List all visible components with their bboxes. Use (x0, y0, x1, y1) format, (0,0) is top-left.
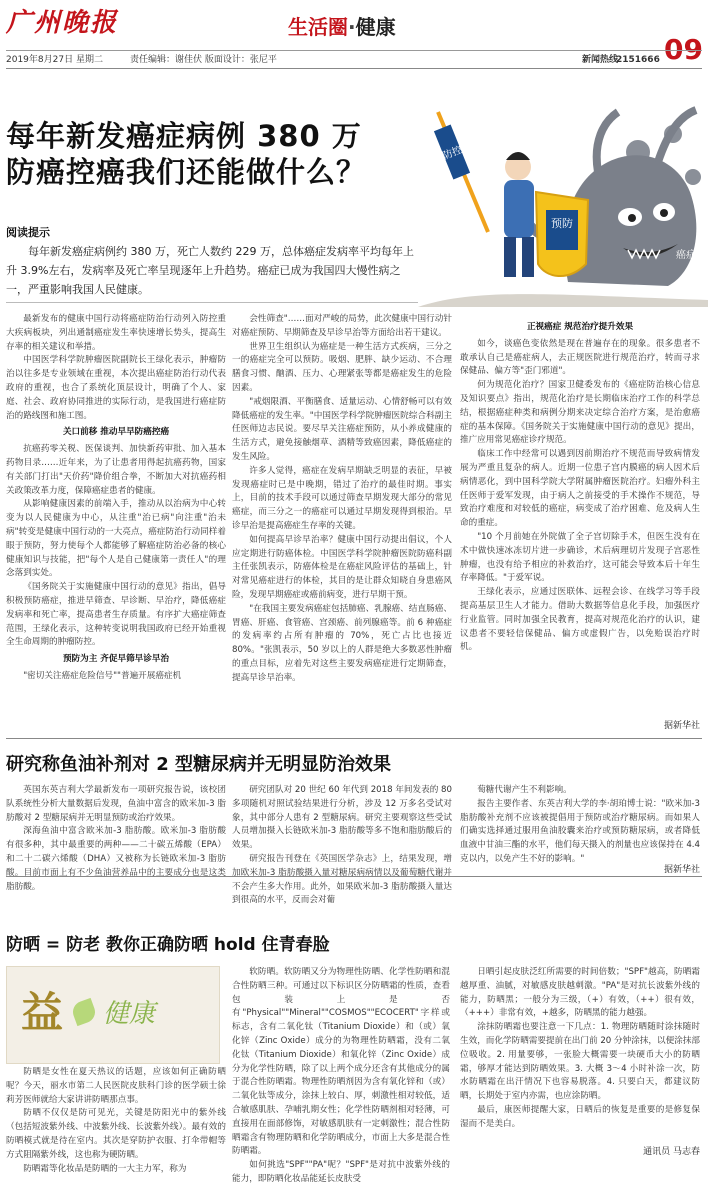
section-title (288, 12, 448, 42)
paragraph: "在我国主要发病癌症包括肺癌、乳腺癌、结直肠癌、胃癌、肝癌、食管癌、宫颈癌、前列腺癌等。前 6 种癌症的发病率约占所有肿瘤的 70%，死亡占比也接近 80%。"张凯表示，50 岁以上的人群是绝大多数恶性肿瘤的重点目标，应着先对这些主要发病癌症进行定期筛查，提高早诊早治率。 (232, 603, 452, 683)
paragraph: 研究团队对 20 世纪 60 年代到 2018 年间发表的 80 多项随机对照试验结果进行分析，涉及 12 万多名受试对象，其中部分人患有 2 型糖尿病。研究主要观察这些受试人员增加摄入长链欧米加-3 脂肪酸等多不饱和脂肪酸后的效果。 (232, 785, 452, 851)
paragraph: 日晒引起皮肤泛红所需要的时间倍数；"SPF"越高，防晒霜越厚重、油腻，对敏感皮肤越刺激。"PA"是对抗长波紫外线的能力，防晒黑；一般分为三级，（+）有效，（++）很有效，（+++）非常有效，+越多，防晒黑的能力越强。 (460, 967, 700, 1019)
article2-col3 (460, 784, 700, 864)
paragraph: 王绿化表示，应通过医联体、远程会诊、在线学习等手段提高基层卫生人才能力。借助大数据等信息化手段，加强医疗行业监管。同时加强全民教育，提高对规范化治疗的认识，建议患者不要轻信保健品、偏方或虚假广告，以免贻误治疗时机。 (460, 587, 700, 653)
header-rule (6, 50, 702, 51)
paragraph: 萄糖代谢产生不利影响。 (477, 785, 572, 795)
paragraph: 防晒霜等化妆品是防晒的一大主力军，称为 (23, 1163, 187, 1174)
article3-title: 防晒 = 防老 教你正确防晒 hold 住青春脸 (6, 935, 330, 955)
logo-char: 益 (21, 988, 64, 1037)
paragraph: 最后，康医师提醒大家，日晒后的恢复是重要的是修复保湿而不是美白。 (460, 1104, 700, 1129)
article1-col1 (6, 313, 226, 733)
main-headline (6, 118, 426, 190)
date-line: 2019年8月27日 星期二 (6, 55, 103, 65)
article2-credit: 据新华社 (663, 865, 700, 875)
headline-line2: 防癌控癌我们还能做什么？ (6, 155, 367, 189)
paragraph: 涂抹防晒霜也要注意一下几点：1. 物理防晒随时涂抹随时生效，而化学防晒需要提前在出门前 20 分钟涂抹，以便涂抹部位吸收。2. 用量要够，一张脸大概需要一块硬币大小的防晒霜，够厚才能达到防晒效果。3. 大概 3～4 小时补涂一次，防水防晒霜在出汗情况下也容易脱落。4. 只要白天，都建议防晒，长期处于室内亦需，也应涂防晒。 (460, 1022, 700, 1102)
paragraph: 许多人觉得，癌症在发病早期缺乏明显的表征，早被发现癌症时已是中晚期，错过了治疗的最佳时期。事实上，目前的技术手段可以通过筛查早期发现大部分的常见癌症，而三分之一的癌症可以通过早期发现得到根治。早诊早治是提高癌症生存率的关键。 (232, 465, 452, 531)
paragraph: 英国东英吉利大学最新发布一项研究报告说，该校团队系统性分析大量数据后发现，鱼油中富含的欧米加-3 脂肪酸对 2 型糖尿病并无明显预防或治疗效果。 (6, 785, 226, 823)
article3-col1 (6, 1066, 226, 1174)
paragraph: "戒烟限酒、平衡膳食、适量运动、心情舒畅可以有效降低癌症的发生率。"中国医学科学院肿瘤医院综合科副主任医师边志民说。要尽早关注癌症预防，从小养成健康的生活方式，避免接触烟草、酒精等致癌因素，降低癌症的发生风险。 (232, 396, 452, 462)
editors-line: 责任编辑：谢佳伏 版面设计：张尼平 (130, 55, 277, 65)
paragraph: 如今，谈癌色变依然是现在普遍存在的现象。很多患者不敢承认自己是癌症病人，去正规医院进行规范治疗，转而寻求保健品、偏方等"歪门邪道"。 (460, 338, 700, 377)
paragraph: 深海鱼油中富含欧米加-3 脂肪酸。欧米加-3 脂肪酸有很多种，其中最重要的两种——二十碳五烯酸（EPA）和二十二碳六烯酸（DHA）又被称为长链欧米加-3 脂肪酸。目前市面上有不少鱼油营养品中的主要成分也是这类脂肪酸。 (6, 826, 226, 892)
logo-text: 健康 (103, 999, 156, 1029)
paragraph: 会性筛查"……面对严峻的局势，此次健康中国行动针对癌症预防、早期筛查及早诊早治等方面给出若干建议。 (232, 314, 452, 338)
article1-credit: 据新华社 (663, 721, 700, 731)
shield-label-1: 预防 (551, 217, 573, 230)
page-number: 09 (664, 33, 703, 66)
lead-rule (6, 302, 418, 303)
hotline-label: 新闻热线 (582, 55, 619, 65)
paragraph: 何为规范化治疗？国家卫健委发布的《癌症防治核心信息及知识要点》指出，规范化治疗是长期临床治疗工作的科学总结，根据癌症种类和病例分期来决定综合治疗方案，是治愈癌症的基本保障。《国务院关于实施健康中国行动的意见》提出，推广应用常见癌症诊疗规范。 (460, 380, 700, 446)
leaf-icon (70, 998, 98, 1026)
paragraph: "10 个月前她在外院做了全子宫切除手术，但医生没有在术中做快速冰冻切片进一步确诊，术后病理切片发现子宫恶性肿瘤，也没有给予相应的补救治疗，这可能会导致本后十年生存率降低。"于爱军说。 (460, 531, 700, 584)
section-dot: · (348, 15, 356, 39)
section-name: 健康 (355, 15, 396, 39)
article1-col3 (460, 318, 700, 718)
lead-text: 每年新发癌症病例约 380 万，死亡人数约 229 万，总体癌症发病率平均每年上升 3.9%左右，发病率及死亡率呈现逐年上升趋势。癌症已成为我国四大慢性病之一，严重影响我国人民健康。 (6, 245, 414, 296)
cancer-illustration (418, 82, 708, 307)
paragraph: 软防晒。软防晒又分为物理性防晒、化学性防晒和混合性防晒三种。可通过以下标识区分防晒霜的性质，查看包装上是否有"Physical""Mineral""COSMOS""ECOCERT"字样或标志，含有二氧化钛（Titanium Dioxide）和（或）氧化锌（Zinc Oxide）成分的为物理性防晒霜，没有二氧化钛（Titanium Dioxide）和氧化锌（Zinc Oxide）成分为化学性防晒，除了以上两个成分还含有其他成分的属于混合性防晒霜。物理性防晒剂因为含有氧化锌和（或）二氧化钛等成分，涂抹上较白、厚，刺激性相对较低，适合敏感肌肤、孕哺乳期女性；化学性防晒剂相对轻薄，可直接用在面部修饰，对敏感肌肤有一定刺激性；混合性防晒霜含有物理防晒和化学防晒成分，市面上大多是混合性防晒霜。 (232, 967, 450, 1157)
paragraph: 防晒是女性在夏天热议的话题，应该如何正确防晒呢？今天，丽水市第二人民医院皮肤科门诊的医学硕士徐莉芳医师就给大家讲讲防晒那点事。 (6, 1067, 226, 1105)
headline-line1: 每年新发癌症病例 380 万 (6, 119, 362, 153)
article2-col2 (232, 784, 452, 906)
monster-label: 癌症 (676, 250, 696, 261)
header-rule-2 (6, 68, 702, 69)
article2-title: 研究称鱼油补剂对 2 型糖尿病并无明显防治效果 (6, 754, 392, 775)
article1-col2 (232, 313, 452, 733)
subheading: 关口前移 推动早早防癌控癌 (62, 427, 170, 438)
paragraph: 如何提高早诊早治率？健康中国行动提出倡议，个人应定期进行防癌体检。中国医学科学院肿瘤医院防癌科副主任张凯表示，防癌体检是在癌症风险评估的基础上，针对常见癌症进行的体检，其目的是让群众知晓自身患癌风险，发现早期癌症或癌前病变，进行早期干预。 (232, 534, 452, 600)
article3-col3 (460, 966, 700, 1142)
paragraph: 抗癌药零关税、医保谈判、加快新药审批、加入基本药物目录……近年来，为了让患者用得起抗癌药物，国家有关部门打出"天价药"降价组合拳，不断加大对抗癌药相关政策改革力度，保障癌症患者的健康。 (6, 444, 226, 496)
paragraph: 从影响健康因素的前端入手，推动从以治病为中心转变为以人民健康为中心，从注重"治已病"向注重"治未病"转变是健康中国行动的一大亮点，癌症防治行动同样着眼于预防，努力使每个人都能够了解癌症防治必备的核心健康知识与技能，把"每个人是自己健康第一责任人"的理念落到实处。 (6, 499, 226, 579)
paragraph: "密切关注癌症危险信号""普遍开展癌症机 (23, 670, 182, 681)
subheading: 预防为主 齐促早筛早诊早治 (62, 654, 170, 665)
article1-rule (6, 738, 702, 739)
paragraph: 研究报告刊登在《英国医学杂志》上，结果发现，增加欧米加-3 脂肪酸摄入量对糖尿病病情以及葡萄糖代谢并不会产生多大作用。此外，如果欧米加-3 脂肪酸摄入量达到很高的水平，反而会对葡 (232, 853, 452, 906)
paragraph: 中国医学科学院肿瘤医院副院长王绿化表示，肿瘤防治以往多是专业领域在重视，本次提出癌症防治行动代表政府的重视，也合了系统化顶层设计，明确了个人、家庭、社会、政府协同推进的实际行动，是我国进行癌症防治的路线图和施工图。 (6, 355, 226, 421)
flag-label: 防控 (441, 144, 464, 163)
paragraph: 如何挑选"SPF""PA"呢？"SPF"是对抗中波紫外线的能力，即防晒化妆品能延长皮肤受 (232, 1160, 450, 1184)
article2-rule (6, 876, 702, 877)
health-logo (6, 966, 220, 1064)
subheading: 正视癌症 规范治疗提升效果 (526, 322, 634, 332)
paragraph: 报告主要作者、东英吉利大学的李·胡珀博士说："欧米加-3 脂肪酸补充剂不应该被提倡用于预防或治疗糖尿病。而如果人们确实选择通过服用鱼油胶囊来治疗或预防糖尿病，或者降低血液中甘油三酯的水平，他们每天摄入的剂量也应该保持在 4.4 克以内，以免产生不好的影响。" (460, 798, 700, 864)
hotline-number: 2151666 (616, 55, 660, 65)
article3-credit: 通讯员 马志春 (643, 1147, 700, 1157)
article3-col2 (232, 966, 450, 1184)
paragraph: 临床工作中经常可以遇到因前期治疗不规范而导致病情发展为严重且复杂的病人。近期一位患子宫内膜癌的病人因术后病情恶化，到中国科学院大学附属肿瘤医院治疗。妇瘤外科主任医师于爱军发现，由于病人之前接受的手术操作不规范，导致治疗难度和对较低的癌症，病变成了治疗困难、危及病人生命的重症。 (460, 449, 700, 529)
masthead-logo: 广州晚报 (6, 8, 119, 38)
paragraph: 《国务院关于实施健康中国行动的意见》指出，倡导积极预防癌症，推进早筛查、早诊断、早治疗，降低癌症发病率和死亡率，提高患者生存质量。有序扩大癌症筛查范围，王绿化表示，这种转变说明我国政府已经开始重视全生命周期的肿瘤防控。 (6, 582, 226, 648)
lead-label: 阅读提示 (6, 226, 50, 239)
paragraph: 防晒不仅仅是防可见光，关键是防阳光中的紫外线（包括短波紫外线、中波紫外线、长波紫外线）。最有效的防晒模式就是待在室内。其次是穿防护衣服、打伞带帽等方式阻隔紫外线，这也称为硬防晒。 (6, 1108, 226, 1160)
article2-col1 (6, 784, 226, 892)
paragraph: 世界卫生组织认为癌症是一种生活方式疾病，三分之一的癌症完全可以预防。吸烟、肥胖、缺少运动、不合理膳食习惯、酗酒、压力、心理紧张等都是癌症发生的危险因素。 (232, 341, 452, 393)
paragraph: 最新发布的健康中国行动将癌症防治行动列入防控重大疾病板块，列出通制癌症发生率快速增长势头，提高生存率的相关建议和举措。 (6, 314, 226, 352)
section-prefix: 生活圈 (288, 15, 348, 39)
